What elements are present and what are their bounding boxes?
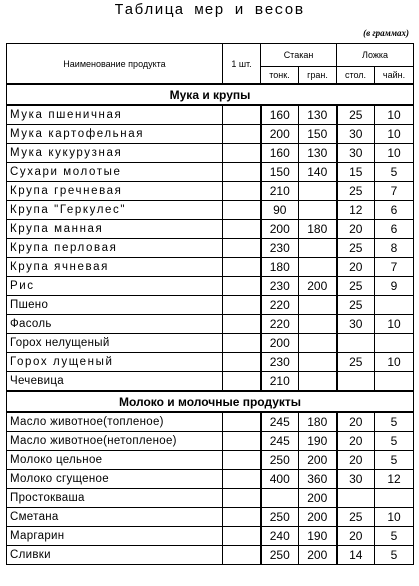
glass-thin-cell: 160 [261,144,299,163]
table-row [7,220,414,239]
header-spoon-tea: чайн. [375,67,414,85]
spoon-table-cell: 25 [337,182,375,201]
glass-faceted-cell: 140 [299,163,337,182]
glass-thin-cell: 220 [261,315,299,334]
glass-faceted-cell [299,182,337,201]
spoon-table-cell [337,334,375,353]
glass-faceted-cell: 130 [299,105,337,125]
glass-thin-cell: 200 [261,334,299,353]
glass-thin-cell: 210 [261,372,299,392]
glass-thin-cell: 200 [261,220,299,239]
units-note: (в граммах) [363,28,409,38]
glass-faceted-cell [299,372,337,392]
spoon-table-cell: 25 [337,508,375,527]
table-row [7,546,414,565]
piece-cell [223,334,261,353]
glass-faceted-cell: 180 [299,220,337,239]
spoon-table-cell: 25 [337,105,375,125]
product-name-cell: Пшено [7,296,223,315]
glass-thin-cell [261,489,299,508]
product-name-cell: Крупа перловая [7,239,223,258]
spoon-tea-cell: 10 [375,144,414,163]
product-name-cell: Молоко сгущеное [7,470,223,489]
piece-cell [223,125,261,144]
table-row [7,239,414,258]
glass-thin-cell: 200 [261,125,299,144]
spoon-tea-cell: 10 [375,353,414,372]
header-piece: 1 шт. [223,44,261,85]
spoon-tea-cell: 5 [375,412,414,432]
product-name-cell: Горох нелущеный [7,334,223,353]
spoon-table-cell: 20 [337,527,375,546]
spoon-tea-cell: 5 [375,451,414,470]
glass-faceted-cell: 200 [299,489,337,508]
piece-cell [223,201,261,220]
product-name-cell: Крупа манная [7,220,223,239]
product-name-cell: Крупа гречневая [7,182,223,201]
spoon-tea-cell [375,334,414,353]
piece-cell [223,163,261,182]
product-name-cell: Маргарин [7,527,223,546]
piece-cell [223,451,261,470]
spoon-table-cell: 30 [337,470,375,489]
glass-faceted-cell [299,296,337,315]
spoon-table-cell: 12 [337,201,375,220]
table-row [7,412,414,432]
section-row [7,84,414,105]
spoon-tea-cell: 10 [375,508,414,527]
glass-faceted-cell: 190 [299,527,337,546]
measures-table [6,43,414,565]
glass-thin-cell: 210 [261,182,299,201]
spoon-table-cell: 20 [337,432,375,451]
glass-thin-cell: 160 [261,105,299,125]
glass-faceted-cell: 190 [299,432,337,451]
product-name-cell: Мука картофельная [7,125,223,144]
table-row [7,451,414,470]
table-row [7,315,414,334]
table-row [7,144,414,163]
piece-cell [223,470,261,489]
glass-faceted-cell: 200 [299,451,337,470]
spoon-table-cell: 30 [337,315,375,334]
piece-cell [223,489,261,508]
product-name-cell: Сметана [7,508,223,527]
glass-faceted-cell: 150 [299,125,337,144]
glass-faceted-cell: 130 [299,144,337,163]
product-name-cell: Мука пшеничная [7,105,223,125]
spoon-tea-cell: 5 [375,432,414,451]
header-glass-faceted: гран. [299,67,337,85]
spoon-table-cell: 30 [337,144,375,163]
spoon-tea-cell: 6 [375,220,414,239]
product-name-cell: Масло животное(топленое) [7,412,223,432]
glass-thin-cell: 230 [261,277,299,296]
glass-thin-cell: 250 [261,451,299,470]
spoon-tea-cell: 8 [375,239,414,258]
piece-cell [223,432,261,451]
glass-faceted-cell [299,315,337,334]
glass-faceted-cell: 180 [299,412,337,432]
glass-faceted-cell [299,201,337,220]
product-name-cell: Простокваша [7,489,223,508]
table-row [7,296,414,315]
piece-cell [223,220,261,239]
glass-thin-cell: 245 [261,412,299,432]
spoon-tea-cell: 5 [375,527,414,546]
piece-cell [223,239,261,258]
spoon-table-cell: 20 [337,412,375,432]
glass-thin-cell: 240 [261,527,299,546]
product-name-cell: Сухари молотые [7,163,223,182]
glass-faceted-cell: 200 [299,508,337,527]
spoon-table-cell: 15 [337,163,375,182]
header-row-top [7,44,414,67]
glass-faceted-cell: 360 [299,470,337,489]
table-row [7,470,414,489]
glass-thin-cell: 250 [261,508,299,527]
spoon-table-cell: 14 [337,546,375,565]
section-title: Молоко и молочные продукты [7,391,414,412]
table-row [7,489,414,508]
spoon-table-cell: 25 [337,277,375,296]
glass-thin-cell: 220 [261,296,299,315]
glass-faceted-cell: 200 [299,277,337,296]
spoon-tea-cell: 10 [375,105,414,125]
header-glass: Стакан [261,44,337,67]
page-title: Таблица мер и весов [114,2,305,19]
glass-faceted-cell [299,258,337,277]
glass-faceted-cell [299,239,337,258]
header-spoon-table: стол. [337,67,375,85]
glass-faceted-cell: 200 [299,546,337,565]
table-row [7,201,414,220]
section-row [7,391,414,412]
spoon-tea-cell [375,372,414,392]
glass-thin-cell: 230 [261,239,299,258]
spoon-table-cell: 20 [337,451,375,470]
product-name-cell: Крупа ячневая [7,258,223,277]
spoon-tea-cell: 7 [375,182,414,201]
spoon-table-cell [337,372,375,392]
piece-cell [223,144,261,163]
piece-cell [223,277,261,296]
table-row [7,258,414,277]
piece-cell [223,296,261,315]
piece-cell [223,315,261,334]
spoon-tea-cell: 7 [375,258,414,277]
piece-cell [223,105,261,125]
spoon-tea-cell [375,489,414,508]
piece-cell [223,372,261,392]
product-name-cell: Молоко цельное [7,451,223,470]
spoon-table-cell: 25 [337,353,375,372]
piece-cell [223,508,261,527]
spoon-tea-cell: 5 [375,163,414,182]
spoon-tea-cell: 10 [375,315,414,334]
table-row [7,508,414,527]
header-product: Наименование продукта [7,44,223,85]
piece-cell [223,258,261,277]
spoon-tea-cell: 12 [375,470,414,489]
piece-cell [223,412,261,432]
glass-thin-cell: 90 [261,201,299,220]
spoon-tea-cell: 6 [375,201,414,220]
spoon-table-cell: 30 [337,125,375,144]
product-name-cell: Крупа "Геркулес" [7,201,223,220]
spoon-tea-cell: 5 [375,546,414,565]
piece-cell [223,182,261,201]
piece-cell [223,527,261,546]
glass-thin-cell: 400 [261,470,299,489]
product-name-cell: Сливки [7,546,223,565]
header-glass-thin: тонк. [261,67,299,85]
glass-faceted-cell [299,334,337,353]
product-name-cell: Фасоль [7,315,223,334]
spoon-table-cell: 20 [337,258,375,277]
product-name-cell: Рис [7,277,223,296]
piece-cell [223,546,261,565]
table-row [7,182,414,201]
spoon-table-cell [337,489,375,508]
table-row [7,372,414,392]
glass-faceted-cell [299,353,337,372]
piece-cell [223,353,261,372]
product-name-cell: Горох лущеный [7,353,223,372]
table-row [7,353,414,372]
table-row [7,125,414,144]
spoon-table-cell: 20 [337,220,375,239]
spoon-table-cell: 25 [337,296,375,315]
glass-thin-cell: 250 [261,546,299,565]
spoon-tea-cell: 9 [375,277,414,296]
table-row [7,432,414,451]
product-name-cell: Масло животное(нетопленое) [7,432,223,451]
table-row [7,277,414,296]
glass-thin-cell: 150 [261,163,299,182]
table-row [7,163,414,182]
glass-thin-cell: 180 [261,258,299,277]
spoon-tea-cell [375,296,414,315]
product-name-cell: Чечевица [7,372,223,392]
section-title: Мука и крупы [7,84,414,105]
table-row [7,105,414,125]
table-row [7,527,414,546]
glass-thin-cell: 245 [261,432,299,451]
table-row [7,334,414,353]
glass-thin-cell: 230 [261,353,299,372]
header-spoon: Ложка [337,44,414,67]
spoon-tea-cell: 10 [375,125,414,144]
spoon-table-cell: 25 [337,239,375,258]
product-name-cell: Мука кукурузная [7,144,223,163]
